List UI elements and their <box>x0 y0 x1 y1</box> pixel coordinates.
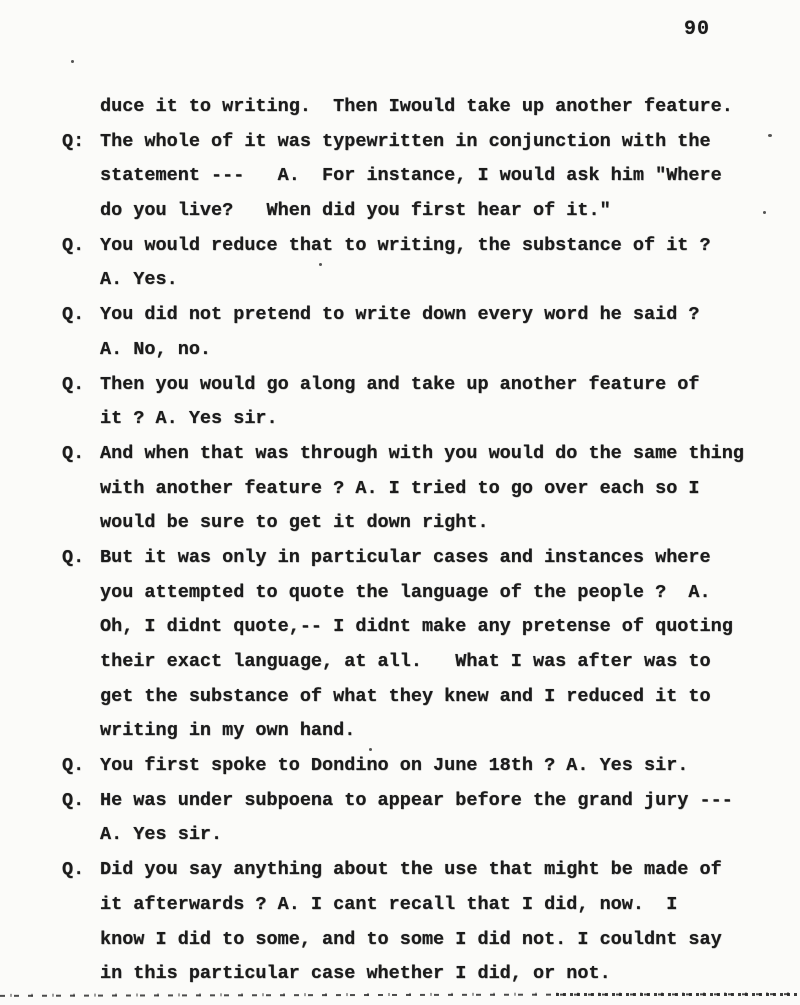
question-marker: Q. <box>62 789 85 811</box>
line-text: A. No, no. <box>100 338 212 360</box>
line-text: duce it to writing. Then Iwould take up another feature. <box>100 96 733 117</box>
transcript-line <box>0 506 800 541</box>
question-marker: Q. <box>62 373 85 395</box>
transcript-line <box>0 333 800 368</box>
transcript-line <box>0 298 800 333</box>
line-text: Did you say anything about the use that might be made of <box>100 859 722 881</box>
line-text: you attempted to quote the language of the people ? A. <box>100 581 711 603</box>
transcript-line <box>0 541 800 576</box>
line-text: Then you would go along and take up another feature of <box>100 373 700 395</box>
transcript-line <box>0 645 800 680</box>
ink-speck <box>369 748 372 751</box>
transcript-line <box>0 749 800 784</box>
ink-speck <box>319 263 322 266</box>
line-text: A. Yes. <box>100 269 178 291</box>
line-text: statement --- A. For instance, I would ask him "Where <box>100 165 722 187</box>
line-text: with another feature ? A. I tried to go over each so I <box>100 477 700 499</box>
question-marker: Q. <box>62 755 85 777</box>
transcript-line <box>0 853 800 888</box>
transcript-body <box>0 90 800 992</box>
transcript-line <box>0 125 800 160</box>
page-number: 90 <box>684 18 711 41</box>
transcript-line <box>0 784 800 819</box>
line-text: Oh, I didnt quote,-- I didnt make any pretense of quoting <box>100 616 733 638</box>
ink-speck <box>768 134 772 137</box>
question-marker: Q. <box>62 234 85 256</box>
transcript-line <box>0 159 800 194</box>
question-marker: Q: <box>62 130 85 152</box>
line-text: would be sure to get it down right. <box>100 512 489 534</box>
line-text: it ? A. Yes sir. <box>100 408 278 430</box>
line-text: do you live? When did you first hear of it." <box>100 200 611 222</box>
line-text: know I did to some, and to some I did not. I couldnt say <box>100 928 722 950</box>
line-text: in this particular case whether I did, or not. <box>100 963 611 985</box>
question-marker: Q. <box>62 859 85 881</box>
line-text: And when that was through with you would do the same thing <box>100 442 744 464</box>
question-marker: Q. <box>62 304 85 326</box>
transcript-line <box>0 263 800 298</box>
ink-speck <box>71 60 74 63</box>
question-marker: Q. <box>62 442 85 464</box>
ink-speck <box>763 211 766 214</box>
line-text: A. Yes sir. <box>100 824 223 846</box>
line-text: it afterwards ? A. I cant recall that I did, now. I <box>100 893 678 915</box>
transcript-line <box>0 368 800 403</box>
transcript-line <box>0 818 800 853</box>
transcript-line <box>0 194 800 229</box>
transcript-line <box>0 610 800 645</box>
transcript-line <box>0 680 800 715</box>
transcript-line <box>0 472 800 507</box>
line-text: The whole of it was typewritten in conjunction with the <box>100 130 711 152</box>
transcript-line <box>0 229 800 264</box>
line-text: But it was only in particular cases and instances where <box>100 546 711 568</box>
transcript-line <box>0 923 800 958</box>
line-text: writing in my own hand. <box>100 720 356 742</box>
transcript-line <box>0 576 800 611</box>
transcript-line <box>0 714 800 749</box>
line-text: their exact language, at all. What I was after was to <box>100 651 711 672</box>
transcript-line <box>0 888 800 923</box>
bottom-scan-artifact-dense <box>556 992 800 997</box>
transcript-line <box>0 90 800 125</box>
line-text: He was under subpoena to appear before the grand jury --- <box>100 789 733 811</box>
transcript-line <box>0 402 800 437</box>
transcript-line <box>0 437 800 472</box>
transcript-line <box>0 957 800 992</box>
question-marker: Q. <box>62 546 85 568</box>
line-text: You would reduce that to writing, the substance of it ? <box>100 234 711 256</box>
line-text: You did not pretend to write down every word he said ? <box>100 304 700 326</box>
line-text: You first spoke to Dondino on June 18th ? A. Yes sir. <box>100 755 689 777</box>
line-text: get the substance of what they knew and I reduced it to <box>100 685 711 707</box>
